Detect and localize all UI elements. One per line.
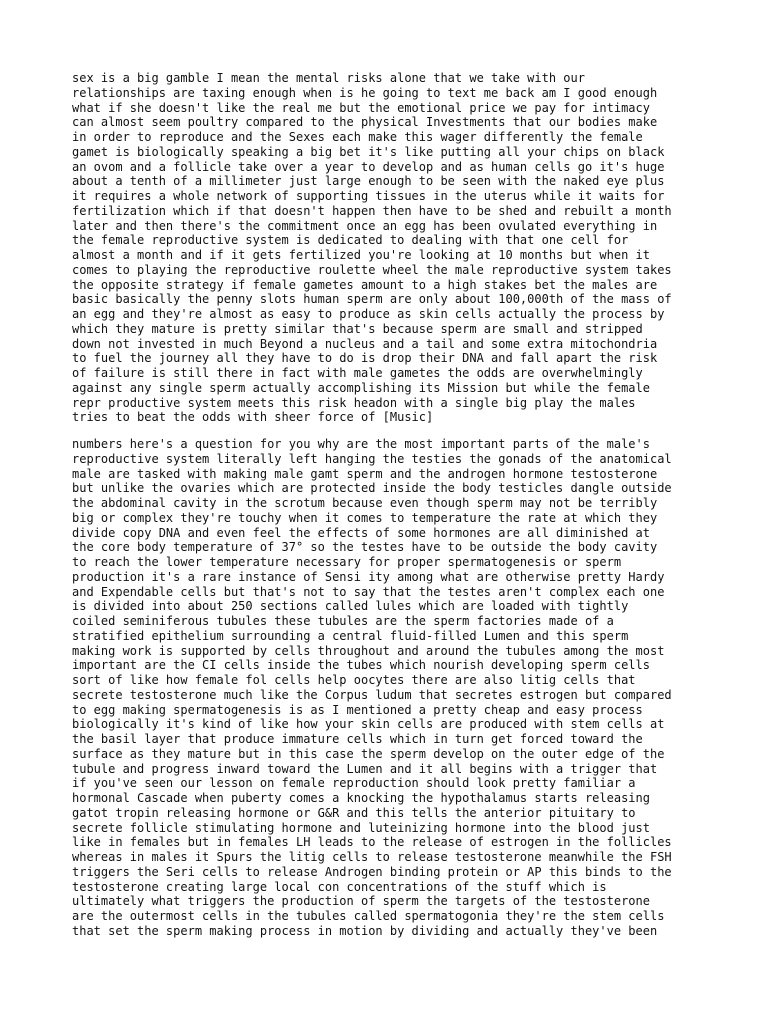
paragraph-2: numbers here's a question for you why are the most important parts of the male's reproductive system literally left hanging the testies the gonads of the anatomical male are tasked with making male gamt sperm and the androgen hormone testosterone but unlike the ovaries which are protected inside the body testicles dangle outside the abdominal cavity in the scrotum because even though sperm may not be terribly big or complex they're touchy when it comes to temperature the rate at which they divide copy DNA and even feel the effects of some hormones are all diminished at the core body temperature of 37° so the testes have to be outside the body cavity to reach the lower temperature necessary for proper spermatogenesis or sperm production it's a rare instance of Sensi ity among what are otherwise pretty Hardy and Expendable cells but that's not to say that the testes aren't complex each one is divided into about 250 sections called lules which are loaded with tightly coiled seminiferous tubules these tubules are the sperm factories made of a stratified epithelium surrounding a central fluid-filled Lumen and this sperm making work is supported by cells throughout and around the tubules among the most important are the CI cells inside the tubes which nourish developing sperm cells sort of like how female fol cells help oocytes there are also litig cells that secrete testosterone much like the Corpus ludum that secretes estrogen but compared to egg making spermatogenesis is as I mentioned a pretty cheap and easy process biologically it's kind of like how your skin cells are produced with stem cells at the basil layer that produce immature cells which in turn get forced toward the surface as they mature but in this case the sperm develop on the outer edge of the tubule and progress inward toward the Lumen and it all begins with a trigger that if you've seen our lesson on female reproduction should look pretty familiar a hormonal Cascade when puberty comes a knocking the hypothalamus starts releasing gatot tropin releasing hormone or G&R and this tells the anterior pituitary to secrete follicle stimulating hormone and luteinizing hormone into the blood just like in females but in females LH leads to the release of estrogen in the follicles whereas in males it Spurs the litig cells to release testosterone meanwhile the FSH triggers the Seri cells to release Androgen binding protein or AP this binds to the testosterone creating large local con concentrations of the stuff which is ultimately what triggers the production of sperm the targets of the testosterone are the outermost cells in the tubules called spermatogonia they're the stem cells that set the sperm making process in motion by dividing and actually they've been	[72, 437, 672, 938]
paragraph-1: sex is a big gamble I mean the mental risks alone that we take with our relationships are taxing enough when is he going to text me back am I good enough what if she doesn't like the real me but the emotional price we pay for intimacy can almost seem poultry compared to the physical Investments that our bodies make in order to reproduce and the Sexes each make this wager differently the female gamet is biologically speaking a big bet it's like putting all your chips on black an ovom and a follicle take over a year to develop and as human cells go it's huge about a tenth of a millimeter just large enough to be seen with the naked eye plus it requires a whole network of supporting tissues in the uterus while it waits for fertilization which if that doesn't happen then have to be shed and rebuilt a month later and then there's the commitment once an egg has been ovulated everything in the female reproductive system is dedicated to dealing with that one cell for almost a month and if it gets fertilized you're looking at 10 months but when it comes to playing the reproductive roulette wheel the male reproductive system takes the opposite strategy if female gametes amount to a high stakes bet the males are basic basically the penny slots human sperm are only about 100,000th of the mass of an egg and they're almost as easy to produce as skin cells actually the process by which they mature is pretty similar that's because sperm are small and stripped down not invested in much Beyond a nucleus and a tail and some extra mitochondria to fuel the journey all they have to do is drop their DNA and fall apart the risk of failure is still there in fact with male gametes the odds are overwhelmingly against any single sperm actually accomplishing its Mission but while the female repr productive system meets this risk headon with a single big play the males tries to beat the odds with sheer force of [Music]	[72, 71, 672, 425]
